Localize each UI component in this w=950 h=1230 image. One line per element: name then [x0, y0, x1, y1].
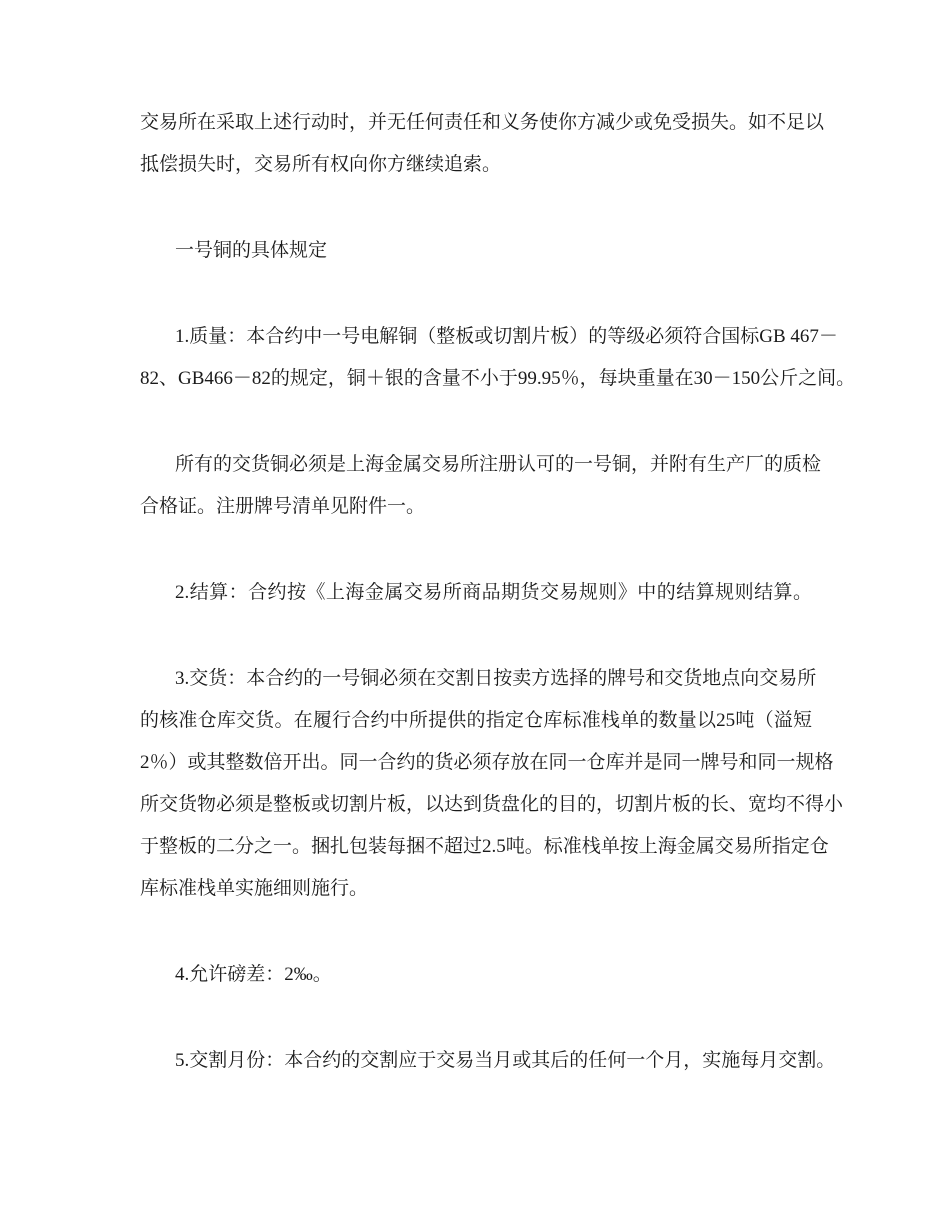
text-line: 3.交货：本合约的一号铜必须在交割日按卖方选择的牌号和交货地点向交易所: [175, 668, 817, 689]
text-line: 的核准仓库交货。在履行合约中所提供的指定仓库标准栈单的数量以25吨（溢短: [140, 710, 812, 731]
item-3-delivery: [140, 658, 844, 910]
text-line: 抵偿损失时，交易所有权向你方继续追索。: [140, 154, 502, 175]
heading-copper-no1-specific-rules: [140, 230, 812, 272]
paragraph-exchange-liability: [140, 102, 825, 186]
text-line: 交易所在采取上述行动时，并无任何责任和义务使你方减少或免受损失。如不足以: [140, 112, 825, 133]
text-line: 4.允许磅差：2‰。: [175, 964, 332, 985]
paragraph-registered-copper: [140, 444, 822, 528]
text-line: 一号铜的具体规定: [175, 240, 328, 261]
item-1-quality: [140, 316, 856, 400]
text-line: 库标准栈单实施细则施行。: [140, 878, 369, 899]
text-line: 2％）或其整数倍开出。同一合约的货必须存放在同一仓库并是同一牌号和同一规格: [140, 752, 834, 773]
text-line: 5.交割月份：本合约的交割应于交易当月或其后的任何一个月，实施每月交割。: [175, 1050, 836, 1071]
text-line: 所交货物必须是整板或切割片板，以达到货盘化的目的，切割片板的长、宽均不得小: [140, 794, 844, 815]
item-5-delivery-month: [140, 1040, 836, 1082]
text-line: 合格证。注册牌号清单见附件一。: [140, 496, 426, 517]
text-line: 2.结算：合约按《上海金属交易所商品期货交易规则》中的结算规则结算。: [175, 582, 812, 603]
item-4-weight-tolerance: [140, 954, 812, 996]
item-2-settlement: [140, 572, 812, 614]
text-line: 1.质量：本合约中一号电解铜（整板或切割片板）的等级必须符合国标GB 467－: [175, 326, 838, 347]
document-content: [140, 102, 856, 1126]
text-line: 82、GB466－82的规定，铜＋银的含量不小于99.95％，每块重量在30－150公斤之间。: [140, 368, 856, 389]
text-line: 于整板的二分之一。捆扎包装每捆不超过2.5吨。标准栈单按上海金属交易所指定仓: [140, 836, 829, 857]
text-line: 所有的交货铜必须是上海金属交易所注册认可的一号铜，并附有生产厂的质检: [175, 454, 822, 475]
